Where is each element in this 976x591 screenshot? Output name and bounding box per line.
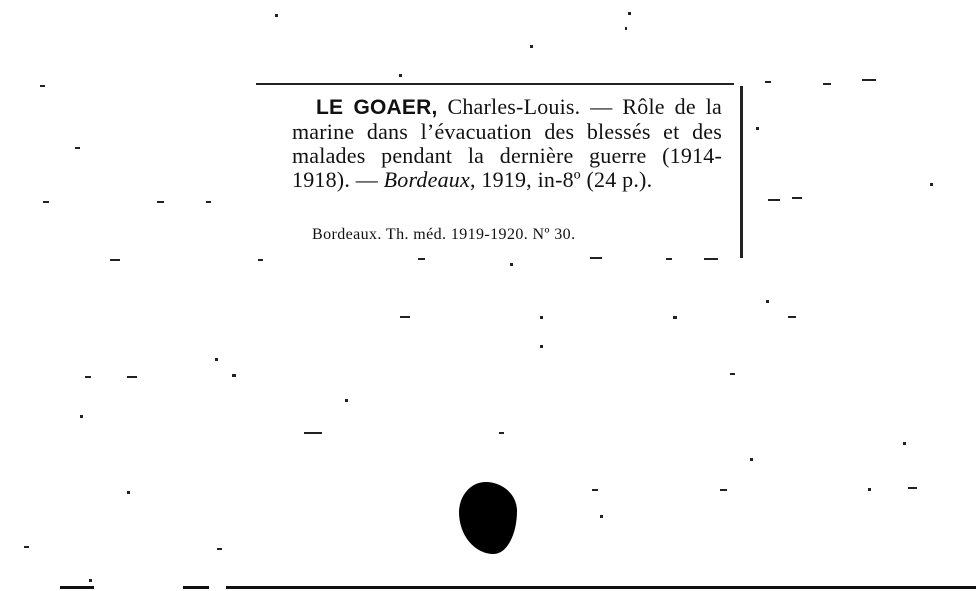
entry-place: Bordeaux — [383, 167, 470, 192]
thesis-note: Bordeaux. Th. méd. 1919-1920. Nº 30. — [312, 226, 576, 243]
bottom-rule-segment — [183, 586, 209, 589]
catalog-entry — [292, 95, 722, 192]
card-top-rule — [256, 83, 734, 85]
card-right-rule — [740, 86, 743, 258]
entry-author: LE GOAER, — [316, 96, 438, 119]
ink-blot — [459, 482, 517, 554]
entry-text — [292, 95, 722, 192]
entry-imprint: , 1919, in-8º (24 p.). — [469, 167, 653, 192]
bottom-rule — [226, 586, 976, 589]
entry-title: Charles-Louis. — Rôle de la marine dans l’évacuation des blessés et des malades pendant la dernière guerre (1914-1918). — — [292, 94, 723, 192]
bottom-rule-segment — [60, 586, 94, 589]
